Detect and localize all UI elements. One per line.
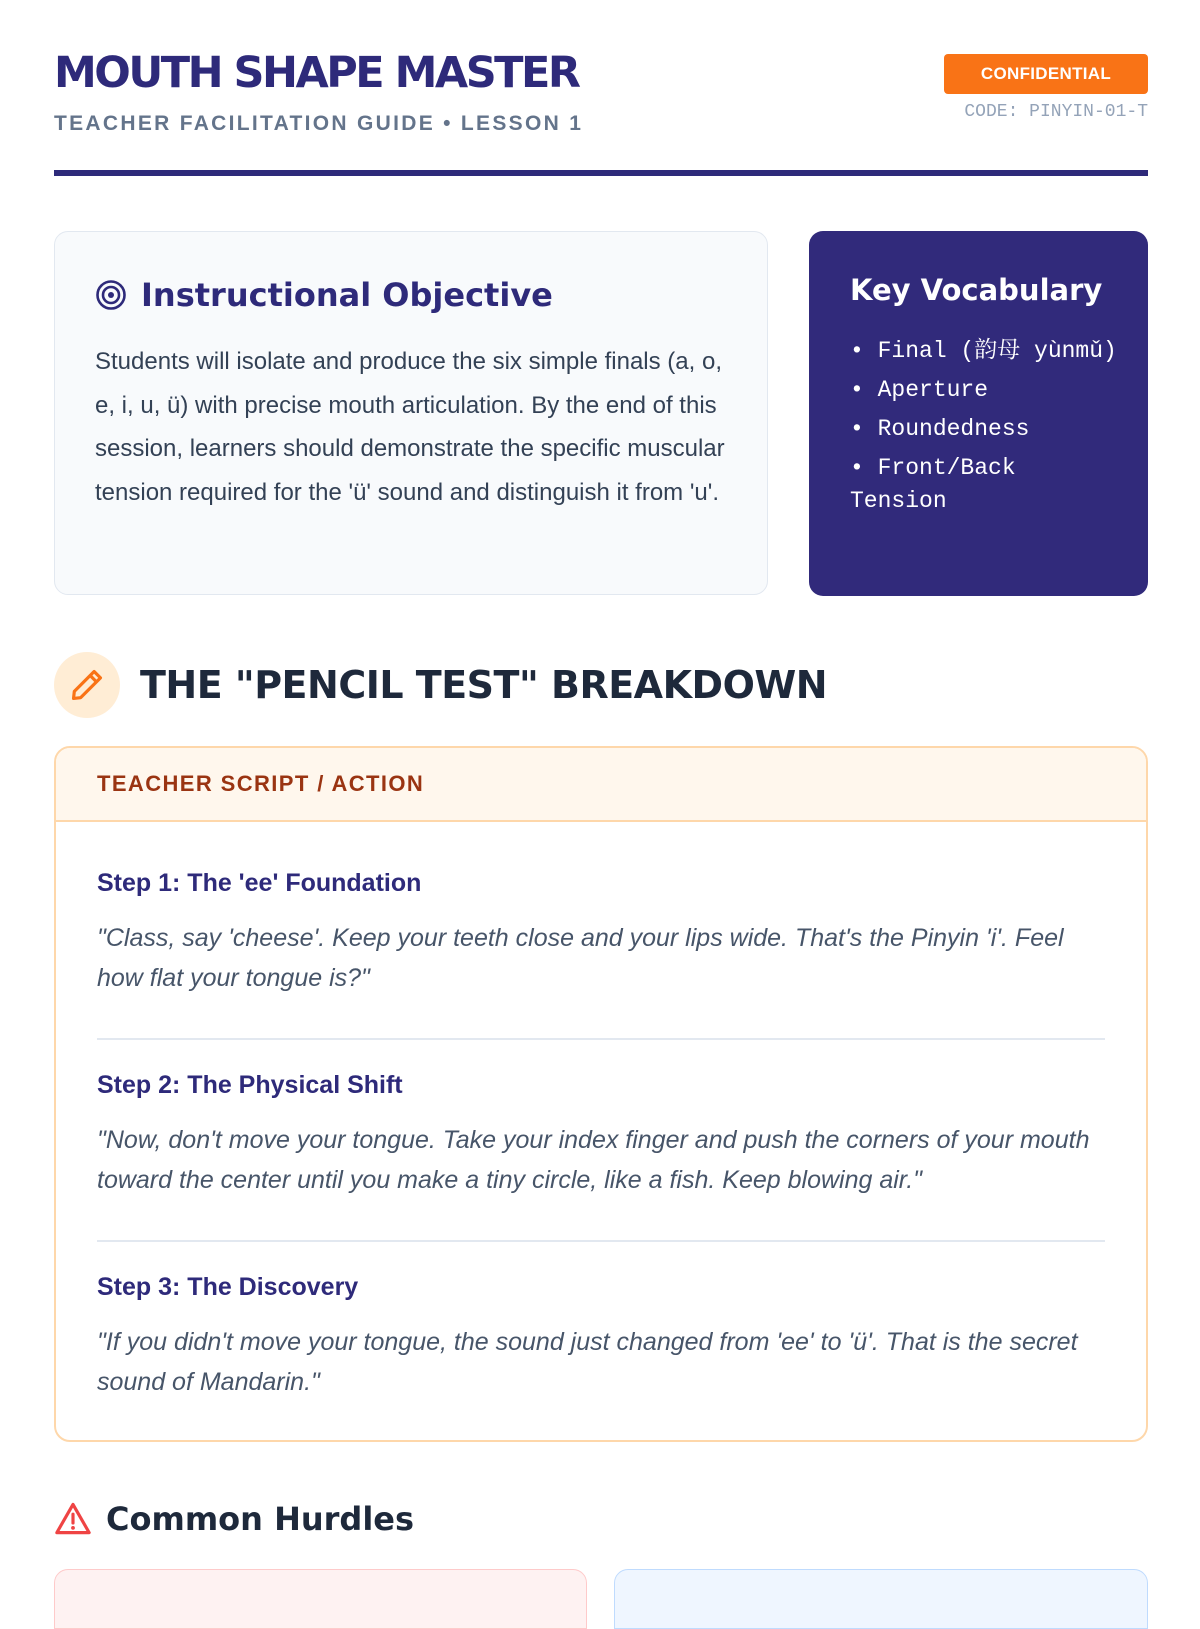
vocabulary-item: • Roundedness — [850, 413, 1120, 446]
objective-heading — [95, 276, 553, 314]
objective-title: Instructional Objective — [141, 276, 553, 314]
pencil-test-heading — [54, 652, 827, 718]
vocabulary-list — [850, 335, 1120, 524]
vocabulary-item: • Final (韵母 yùnmǔ) — [850, 335, 1120, 368]
document-subtitle: TEACHER FACILITATION GUIDE • LESSON 1 — [54, 112, 584, 135]
step-item — [97, 1071, 1105, 1200]
objective-card — [54, 231, 768, 595]
document-header — [54, 0, 1148, 176]
step-item — [97, 869, 1105, 998]
vocabulary-card — [809, 231, 1148, 596]
target-icon — [95, 279, 127, 311]
confidential-badge: CONFIDENTIAL — [944, 54, 1148, 94]
script-panel-header: TEACHER SCRIPT / ACTION — [56, 748, 1146, 822]
vocabulary-title: Key Vocabulary — [850, 273, 1103, 307]
step-script-text: "If you didn't move your tongue, the sound just changed from 'ee' to 'ü'. That is the secret sound of Mandarin." — [97, 1328, 1078, 1396]
pencil-test-title: THE "PENCIL TEST" BREAKDOWN — [140, 663, 828, 707]
pencil-icon — [54, 652, 120, 718]
document-page — [54, 0, 1148, 1600]
hurdle-card — [54, 1569, 587, 1629]
header-divider — [54, 170, 1148, 176]
hurdle-card — [614, 1569, 1148, 1629]
warning-icon — [54, 1500, 92, 1538]
vocabulary-item: • Front/Back Tension — [850, 452, 1120, 518]
step-title: Step 3: The Discovery — [97, 1273, 359, 1301]
step-item — [97, 1273, 1105, 1402]
common-hurdles-heading — [54, 1500, 414, 1538]
common-hurdles-title: Common Hurdles — [106, 1500, 415, 1538]
step-title: Step 1: The 'ee' Foundation — [97, 869, 422, 897]
step-script-text: "Now, don't move your tongue. Take your index finger and push the corners of your mouth toward the center until you make a tiny circle, like a fish. Keep blowing air." — [97, 1126, 1090, 1194]
step-script-text: "Class, say 'cheese'. Keep your teeth close and your lips wide. That's the Pinyin 'i'. Feel how flat your tongue is?" — [97, 924, 1064, 992]
document-code: CODE: PINYIN-01-T — [964, 102, 1148, 122]
step-title: Step 2: The Physical Shift — [97, 1071, 403, 1099]
vocabulary-item: • Aperture — [850, 374, 1120, 407]
objective-text: Students will isolate and produce the six simple finals (a, o, e, i, u, ü) with precise mouth articulation. By the end of this session, learners should demonstrate the specific muscular tension required for the 'ü' sound and distinguish it from 'u'. — [95, 348, 725, 506]
teacher-script-panel — [54, 746, 1148, 1442]
document-title: MOUTH SHAPE MASTER — [54, 48, 579, 98]
step-divider — [97, 1240, 1105, 1242]
step-divider — [97, 1038, 1105, 1040]
